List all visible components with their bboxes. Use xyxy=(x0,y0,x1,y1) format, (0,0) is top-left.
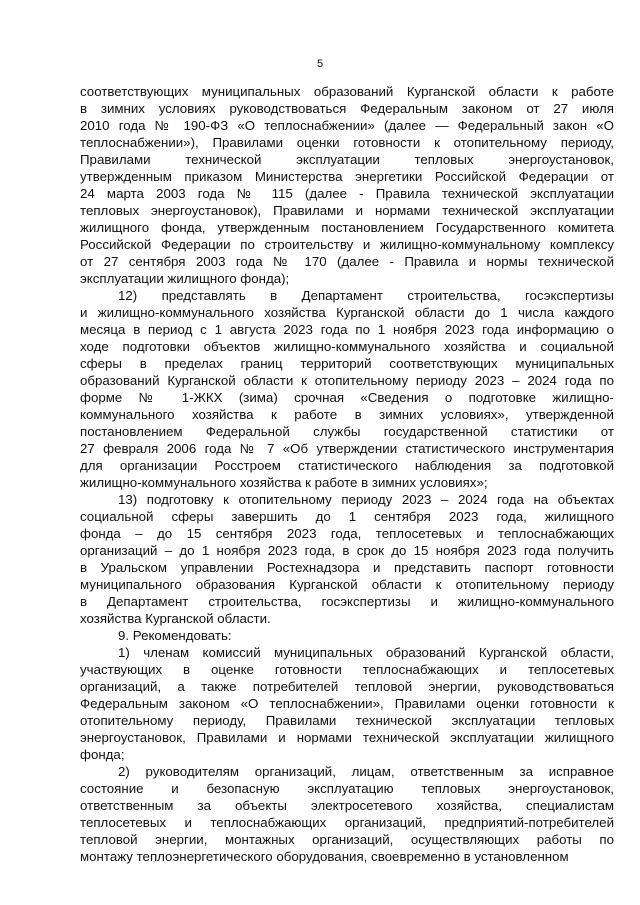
paragraph-item-9-2 xyxy=(80,763,614,865)
text-line: 1) членам комиссий муниципальных образований Курганской области, xyxy=(118,645,614,660)
text-line: участвующих в оценке готовности теплоснабжающих и теплосетевых xyxy=(80,662,614,677)
text-line: ответственным за объекты электросетевого хозяйства, специалистам xyxy=(80,798,614,813)
text-line: 13) подготовку к отопительному периоду 2023 – 2024 года на объектах xyxy=(118,492,614,507)
text-line: теплосетевых и теплоснабжающих организаций, предприятий-потребителей xyxy=(80,815,614,830)
text-line: фонда – до 15 сентября 2023 года, теплосетевых и теплоснабжающих xyxy=(80,526,614,541)
text-line: коммунального хозяйства к работе в зимних условиях», утвержденной xyxy=(80,407,614,422)
text-line: теплоснабжении»), Правилами оценки готовности к отопительному периоду, xyxy=(80,135,614,150)
text-line: образований Курганской области к отопительному периоду 2023 – 2024 года по xyxy=(80,373,614,388)
text-line: эксплуатации жилищного фонда); xyxy=(80,271,290,286)
text-line: 9. Рекомендовать: xyxy=(118,628,232,643)
text-line: организаций – до 1 ноября 2023 года, в срок до 15 ноября 2023 года получить xyxy=(80,543,614,558)
document-body xyxy=(80,83,614,865)
text-line: монтажу теплоэнергетического оборудования, своевременно в установленном xyxy=(80,849,569,864)
text-line: муниципального образования Курганской области к отопительному периоду xyxy=(80,577,614,592)
text-line: постановлением Федеральной службы государственной статистики от xyxy=(80,424,614,439)
paragraph-item-9-1 xyxy=(80,644,614,763)
text-line: соответствующих муниципальных образований Курганской области к работе xyxy=(80,84,614,99)
text-line: тепловых энергоустановок), Правилами и нормами технической эксплуатации xyxy=(80,203,614,218)
text-line: и жилищно-коммунального хозяйства Курганской области до 1 числа каждого xyxy=(80,305,614,320)
text-line: жилищного фонда, утвержденным постановлением Государственного комитета xyxy=(80,220,614,235)
text-line: Федеральным законом «О теплоснабжении», Правилами оценки готовности к xyxy=(80,696,614,711)
paragraph-item-13 xyxy=(80,491,614,627)
text-line: социальной сферы завершить до 1 сентября 2023 года, жилищного xyxy=(80,509,614,524)
text-line: в зимних условиях руководствоваться Федеральным законом от 27 июля xyxy=(80,101,614,116)
text-line: жилищно-коммунального хозяйства к работе в зимних условиях»; xyxy=(80,475,488,490)
paragraph-item-9 xyxy=(80,627,614,644)
text-line: Правилами технической эксплуатации тепловых энергоустановок, xyxy=(80,152,614,167)
text-line: сферы в пределах границ территорий соответствующих муниципальных xyxy=(80,356,614,371)
text-line: Российской Федерации по строительству и жилищно-коммунальному комплексу xyxy=(80,237,614,252)
text-line: состояние и безопасную эксплуатацию тепловых энергоустановок, xyxy=(80,781,614,796)
paragraph-continuation xyxy=(80,83,614,287)
text-line: хозяйства Курганской области. xyxy=(80,611,271,626)
text-line: в Департамент строительства, госэкспертизы и жилищно-коммунального xyxy=(80,594,614,609)
text-line: ходе подготовки объектов жилищно-коммунального хозяйства и социальной xyxy=(80,339,614,354)
text-line: 27 февраля 2006 года № 7 «Об утверждении статистического инструментария xyxy=(80,441,614,456)
text-line: энергоустановок, Правилами и нормами технической эксплуатации жилищного xyxy=(80,730,614,745)
text-line: отопительному периоду, Правилами технической эксплуатации тепловых xyxy=(80,713,614,728)
text-line: организаций, а также потребителей тепловой энергии, руководствоваться xyxy=(80,679,614,694)
text-line: тепловой энергии, монтажных организаций, осуществляющих работы по xyxy=(80,832,614,847)
text-line: 12) представлять в Департамент строительства, госэкспертизы xyxy=(118,288,614,303)
paragraph-item-12 xyxy=(80,287,614,491)
text-line: 24 марта 2003 года № 115 (далее - Правила технической эксплуатации xyxy=(80,186,614,201)
text-line: для организации Росстроем статистического наблюдения за подготовкой xyxy=(80,458,614,473)
text-line: в Уральском управлении Ростехнадзора и представить паспорт готовности xyxy=(80,560,614,575)
text-line: 2010 года № 190-ФЗ «О теплоснабжении» (далее — Федеральный закон «О xyxy=(80,118,614,133)
text-line: 2) руководителям организаций, лицам, ответственным за исправное xyxy=(118,764,614,779)
text-line: от 27 сентября 2003 года № 170 (далее - Правила и нормы технической xyxy=(80,254,614,269)
page-number: 5 xyxy=(316,58,324,70)
text-line: месяца в период с 1 августа 2023 года по 1 ноября 2023 года информацию о xyxy=(80,322,614,337)
text-line: фонда; xyxy=(80,747,125,762)
text-line: утвержденным приказом Министерства энергетики Российской Федерации от xyxy=(80,169,614,184)
text-line: форме № 1-ЖКХ (зима) срочная «Сведения о подготовке жилищно- xyxy=(80,390,614,405)
